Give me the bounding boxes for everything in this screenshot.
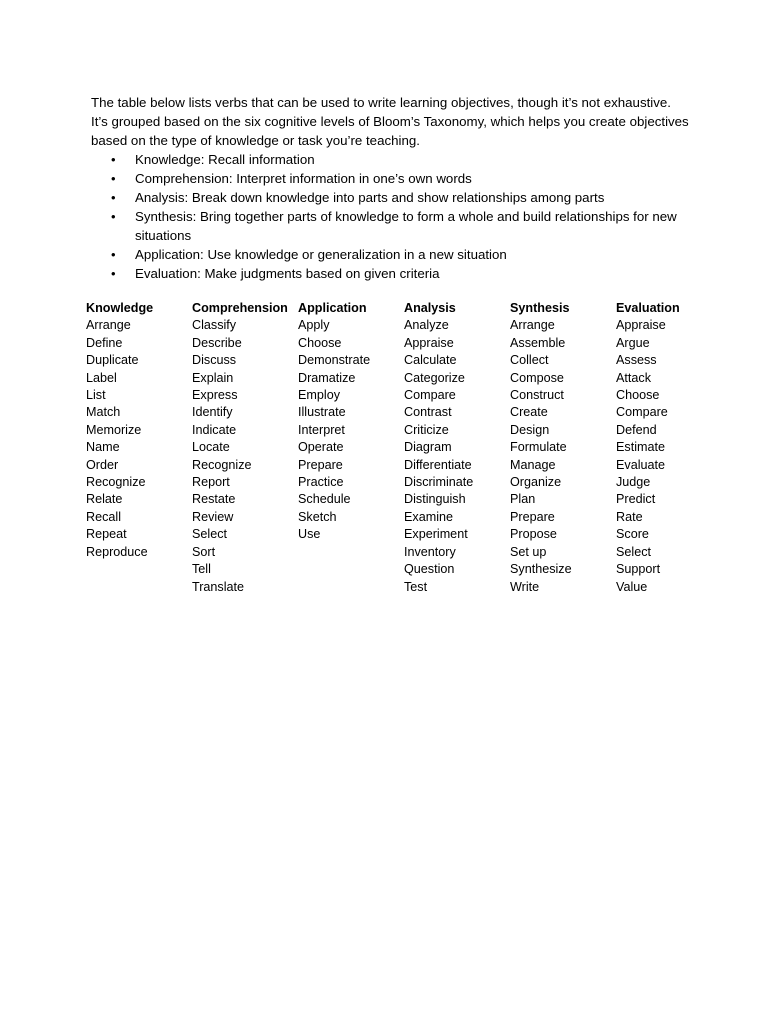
taxonomy-levels-list — [91, 150, 691, 283]
table-cell: Choose — [298, 335, 342, 350]
table-cell: Express — [192, 388, 238, 403]
column-header: Comprehension — [192, 301, 288, 315]
table-cell: Categorize — [404, 370, 465, 385]
table-cell: Defend — [616, 422, 657, 437]
table-cell: Arrange — [86, 318, 131, 333]
column-header: Synthesis — [510, 301, 570, 315]
table-cell: Sketch — [298, 509, 337, 524]
table-cell: Contrast — [404, 405, 452, 420]
table-cell: Practice — [298, 475, 344, 490]
table-cell: Predict — [616, 492, 656, 507]
table-cell: Distinguish — [404, 492, 466, 507]
table-cell: Sort — [192, 544, 216, 559]
table-cell: Memorize — [86, 422, 142, 437]
table-cell: Differentiate — [404, 457, 472, 472]
table-cell: Report — [192, 475, 230, 490]
table-cell: Construct — [510, 388, 564, 403]
list-item — [91, 207, 691, 245]
bullet-icon: • — [111, 171, 116, 186]
table-cell: List — [86, 388, 106, 403]
table-cell: Recognize — [192, 457, 252, 472]
table-cell: Calculate — [404, 353, 457, 368]
table-cell: Dramatize — [298, 370, 356, 385]
table-cell: Create — [510, 405, 548, 420]
bullet-icon: • — [111, 190, 116, 205]
table-cell: Schedule — [298, 492, 351, 507]
table-cell: Assemble — [510, 335, 566, 350]
table-cell: Relate — [86, 492, 123, 507]
table-cell: Organize — [510, 475, 562, 490]
table-cell: Plan — [510, 492, 536, 507]
table-cell: Illustrate — [298, 405, 346, 420]
table-cell: Demonstrate — [298, 353, 371, 368]
table-cell: Test — [404, 579, 428, 594]
table-cell: Tell — [192, 562, 211, 577]
table-cell: Examine — [404, 509, 453, 524]
table-cell: Analyze — [404, 318, 449, 333]
table-cell: Define — [86, 335, 123, 350]
level-text: Analysis: Break down knowledge into parts and show relationships among parts — [135, 190, 605, 205]
list-item — [91, 150, 691, 169]
table-cell: Write — [510, 579, 540, 594]
table-cell: Attack — [616, 370, 651, 385]
table-cell: Indicate — [192, 422, 237, 437]
table-column-evaluation — [616, 300, 722, 596]
table-cell: Propose — [510, 527, 557, 542]
table-cell: Inventory — [404, 544, 456, 559]
bullet-icon: • — [111, 266, 116, 281]
table-cell: Compare — [616, 405, 668, 420]
table-cell: Arrange — [510, 318, 555, 333]
table-cell: Score — [616, 527, 649, 542]
table-cell: Translate — [192, 579, 245, 594]
list-item — [91, 264, 691, 283]
level-text: Knowledge: Recall information — [135, 152, 315, 167]
table-cell: Interpret — [298, 422, 345, 437]
table-cell: Duplicate — [86, 353, 139, 368]
intro-paragraph: The table below lists verbs that can be used to write learning objectives, though it’s not exhaustive. It’s grouped based on the six cognitive levels of Bloom’s Taxonomy, which helps you create objectives based on the type of knowledge or task you’re teaching. — [91, 95, 689, 148]
table-cell: Set up — [510, 544, 547, 559]
table-cell: Estimate — [616, 440, 665, 455]
table-cell: Support — [616, 562, 661, 577]
table-cell: Order — [86, 457, 119, 472]
level-text: Comprehension: Interpret information in one’s own words — [135, 171, 472, 186]
verb-table — [86, 300, 722, 596]
column-header: Application — [298, 301, 367, 315]
table-cell: Compare — [404, 388, 456, 403]
table-column-comprehension — [192, 300, 298, 596]
column-header: Analysis — [404, 301, 456, 315]
table-cell: Repeat — [86, 527, 127, 542]
table-cell: Identify — [192, 405, 233, 420]
table-cell: Compose — [510, 370, 564, 385]
table-cell: Manage — [510, 457, 556, 472]
table-cell: Experiment — [404, 527, 468, 542]
table-cell: Select — [192, 527, 228, 542]
table-cell: Question — [404, 562, 455, 577]
table-cell: Design — [510, 422, 550, 437]
table-cell: Collect — [510, 353, 549, 368]
table-cell: Rate — [616, 509, 643, 524]
table-cell: Judge — [616, 475, 651, 490]
table-cell: Locate — [192, 440, 230, 455]
table-cell: Criticize — [404, 422, 449, 437]
bullet-icon: • — [111, 247, 116, 262]
level-text: Synthesis: Bring together parts of knowledge to form a whole and build relationships for new situations — [135, 209, 677, 243]
table-cell: Apply — [298, 318, 330, 333]
table-cell: Discriminate — [404, 475, 474, 490]
table-cell: Value — [616, 579, 648, 594]
bullet-icon: • — [111, 152, 116, 167]
table-cell: Label — [86, 370, 117, 385]
list-item — [91, 188, 691, 207]
table-column-analysis — [404, 300, 510, 596]
table-cell: Reproduce — [86, 544, 148, 559]
table-cell: Diagram — [404, 440, 452, 455]
table-cell: Explain — [192, 370, 234, 385]
bullet-icon: • — [111, 209, 116, 224]
table-cell: Describe — [192, 335, 242, 350]
column-header: Knowledge — [86, 301, 154, 315]
table-cell: Name — [86, 440, 120, 455]
table-cell: Evaluate — [616, 457, 666, 472]
table-cell: Review — [192, 509, 234, 524]
table-cell: Synthesize — [510, 562, 572, 577]
table-cell: Appraise — [616, 318, 666, 333]
list-item — [91, 245, 691, 264]
table-cell: Operate — [298, 440, 344, 455]
table-cell: Formulate — [510, 440, 567, 455]
table-cell: Recall — [86, 509, 121, 524]
table-cell: Match — [86, 405, 121, 420]
list-item — [91, 169, 691, 188]
level-text: Application: Use knowledge or generalization in a new situation — [135, 247, 507, 262]
table-cell: Argue — [616, 335, 650, 350]
table-cell: Assess — [616, 353, 657, 368]
table-column-knowledge — [86, 300, 192, 596]
column-header: Evaluation — [616, 301, 680, 315]
table-cell: Choose — [616, 388, 660, 403]
table-cell: Prepare — [510, 509, 555, 524]
table-cell: Prepare — [298, 457, 343, 472]
level-text: Evaluation: Make judgments based on given criteria — [135, 266, 440, 281]
table-cell: Employ — [298, 388, 340, 403]
table-cell: Discuss — [192, 353, 237, 368]
table-cell: Select — [616, 544, 652, 559]
table-cell: Recognize — [86, 475, 146, 490]
table-cell: Restate — [192, 492, 236, 507]
table-cell: Appraise — [404, 335, 454, 350]
table-cell: Classify — [192, 318, 237, 333]
table-column-application — [298, 300, 404, 596]
table-column-synthesis — [510, 300, 616, 596]
table-cell: Use — [298, 527, 321, 542]
